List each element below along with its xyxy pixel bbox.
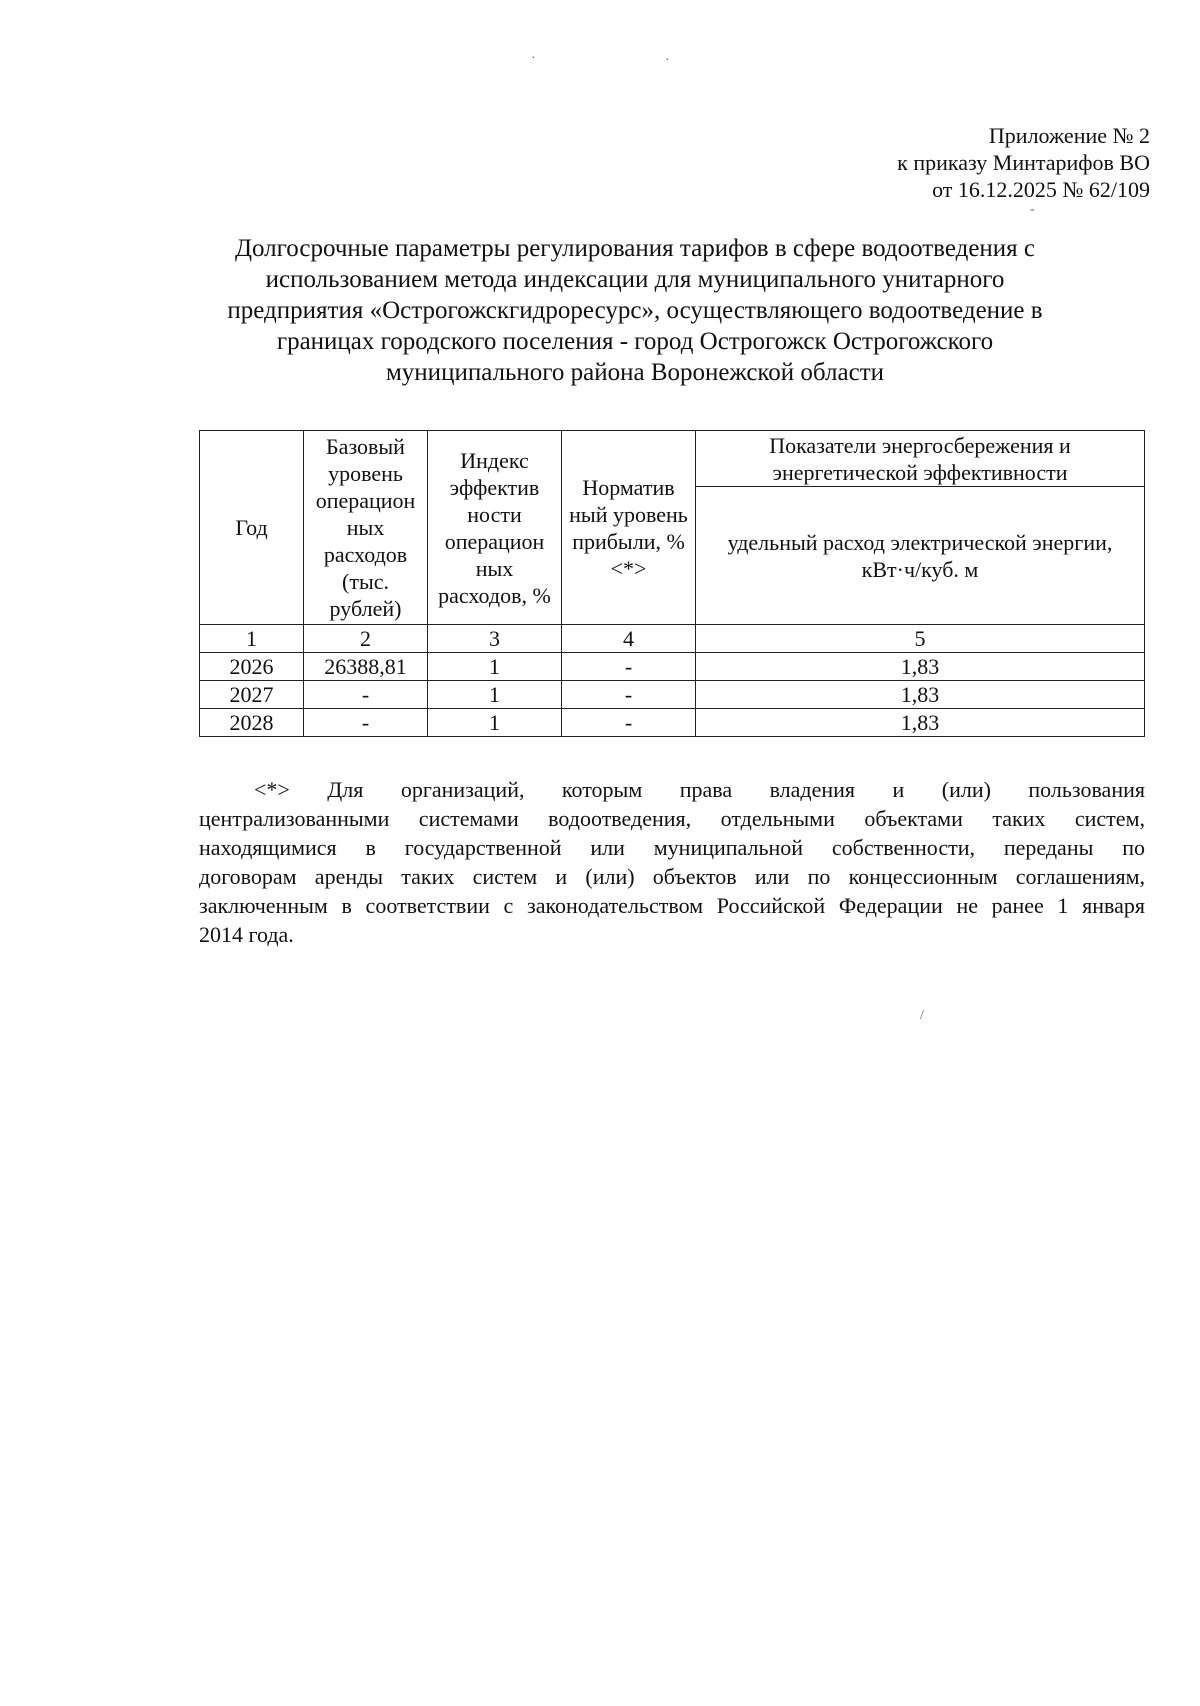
footnote-line: находящимися в государственной или муниципальной собственности, переданы по <box>199 835 1145 860</box>
title-line: использованием метода индексации для муниципального унитарного <box>265 266 1005 293</box>
footnote <box>199 775 1145 949</box>
title-line: муниципального района Воронежской области <box>385 359 884 386</box>
annex-order-ref: к приказу Минтарифов ВО <box>897 150 1150 175</box>
footnote-line: централизованными системами водоотведения, отдельными объектами таких систем, <box>199 806 1145 831</box>
header-energy-consumption: удельный расход электрической энергии, кВт·ч/куб. м <box>696 487 1145 625</box>
column-numbers-row <box>200 625 1145 653</box>
footnote-line: <*> Для организаций, которым права владения и (или) пользования <box>254 777 1145 802</box>
column-number: 4 <box>562 625 696 653</box>
cell-year: 2026 <box>200 653 304 681</box>
cell-efficiency-index: 1 <box>428 709 562 737</box>
cell-efficiency-index: 1 <box>428 681 562 709</box>
scan-speck: · <box>531 51 536 66</box>
header-efficiency-index: Индекс эффектив ности операцион ных расходов, % <box>428 431 562 625</box>
title-line: Долгосрочные параметры регулирования тарифов в сфере водоотведения с <box>234 235 1036 262</box>
title-line: границах городского поселения - город Острогожск Острогожского <box>276 328 994 355</box>
table-row <box>200 681 1145 709</box>
column-number: 1 <box>200 625 304 653</box>
cell-profit-norm: - <box>562 653 696 681</box>
cell-energy: 1,83 <box>696 653 1145 681</box>
cell-year: 2027 <box>200 681 304 709</box>
title-line: предприятия «Острогожскгидроресурс», осуществляющего водоотведение в <box>227 297 1043 324</box>
header-base-opex: Базовый уровень операцион ных расходов (тыс. рублей) <box>304 431 428 625</box>
scan-speck: ‑ <box>1030 202 1035 217</box>
scan-speck: / <box>920 1008 924 1023</box>
header-profit-norm: Норматив ный уровень прибыли, % <*> <box>562 431 696 625</box>
cell-year: 2028 <box>200 709 304 737</box>
annex-header <box>897 122 1150 203</box>
cell-profit-norm: - <box>562 681 696 709</box>
annex-number: Приложение № 2 <box>988 123 1150 148</box>
cell-base-opex: - <box>304 709 428 737</box>
document-title <box>195 233 1075 388</box>
cell-energy: 1,83 <box>696 681 1145 709</box>
parameters-table <box>199 430 1145 737</box>
footnote-line: 2014 года. <box>199 922 294 947</box>
header-year: Год <box>200 431 304 625</box>
cell-profit-norm: - <box>562 709 696 737</box>
scan-speck: · <box>665 53 670 68</box>
cell-efficiency-index: 1 <box>428 653 562 681</box>
header-energy-group: Показатели энергосбережения и энергетической эффективности <box>696 431 1145 487</box>
table-row <box>200 653 1145 681</box>
column-number: 5 <box>696 625 1145 653</box>
cell-base-opex: 26388,81 <box>304 653 428 681</box>
column-number: 3 <box>428 625 562 653</box>
footnote-line: договорам аренды таких систем и (или) объектов или по концессионным соглашениям, <box>199 864 1145 889</box>
cell-energy: 1,83 <box>696 709 1145 737</box>
footnote-line: заключенным в соответствии с законодательством Российской Федерации не ранее 1 января <box>199 893 1145 918</box>
table-row <box>200 709 1145 737</box>
column-number: 2 <box>304 625 428 653</box>
cell-base-opex: - <box>304 681 428 709</box>
annex-order-date: от 16.12.2025 № 62/109 <box>932 177 1150 202</box>
